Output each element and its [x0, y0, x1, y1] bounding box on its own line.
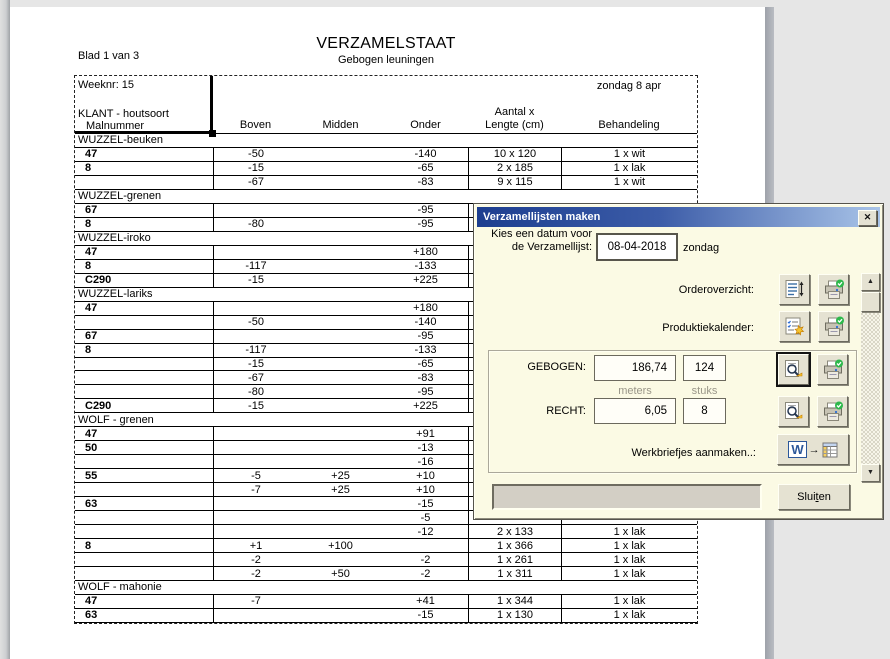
cell-malnummer: [75, 176, 213, 189]
cell-boven: -67: [213, 176, 298, 189]
cell-boven: [213, 525, 298, 538]
cell-midden: [298, 358, 383, 371]
cell-onder: -15: [417, 609, 434, 622]
cell-aantal-lengte: 1 x 366: [468, 539, 561, 552]
recht-stuks-field[interactable]: 8: [683, 398, 726, 424]
cell-boven: [213, 511, 298, 524]
cell-midden: [298, 204, 383, 217]
cell-midden: [298, 525, 383, 538]
cell-onder: -133: [414, 260, 437, 273]
cell-boven: -2: [213, 567, 298, 580]
cell-midden: [298, 148, 383, 161]
date-prompt-line1: Kies een datum voor: [491, 228, 592, 240]
cell-onder: +10: [416, 483, 435, 496]
cell-boven: -117: [213, 344, 298, 357]
cell-malnummer: [75, 567, 213, 580]
cell-behandeling: 1 x lak: [561, 553, 697, 566]
gebogen-stuks-field[interactable]: 124: [683, 355, 726, 381]
cell-malnummer: 47: [85, 148, 98, 161]
cell-onder: -65: [417, 162, 434, 175]
cell-onder: -65: [417, 357, 434, 370]
table-row: [75, 162, 697, 176]
cell-midden: [298, 371, 383, 384]
date-prompt-line2: de Verzamellijst:: [511, 241, 592, 253]
group-header-row: [75, 190, 697, 204]
cell-boven: -2: [213, 553, 298, 566]
cell-midden: [298, 511, 383, 524]
arrow-right-icon: →: [808, 443, 820, 456]
cell-malnummer: [75, 511, 213, 524]
cell-aantal-lengte: 2 x 185: [468, 162, 561, 175]
group-label: WUZZEL-iroko: [78, 232, 151, 245]
dialog-scrollbar[interactable]: [861, 273, 880, 482]
cell-midden: [298, 330, 383, 343]
table-row: [75, 176, 697, 190]
werkbriefjes-label: Werkbriefjes aanmaken..:: [631, 447, 756, 459]
scrollbar-thumb[interactable]: [861, 292, 880, 312]
cell-malnummer: 50: [85, 441, 98, 454]
group-label: WUZZEL-beuken: [78, 134, 163, 147]
cell-malnummer: 8: [85, 162, 92, 175]
col-aantal-line1: Aantal x: [494, 106, 535, 118]
cell-onder: -5: [420, 511, 431, 524]
cell-boven: -7: [213, 483, 298, 496]
group-label: WOLF - mahonie: [78, 581, 162, 594]
cell-midden: [298, 274, 383, 287]
cell-boven: [213, 427, 298, 440]
printer-icon: [822, 401, 844, 423]
cell-midden: [298, 302, 383, 315]
report-title: VERZAMELSTAAT: [316, 35, 456, 52]
window-left-margin: [0, 0, 10, 659]
cell-midden: [298, 595, 383, 608]
date-input[interactable]: 08-04-2018: [596, 233, 678, 261]
group-label: WUZZEL-lariks: [78, 288, 153, 301]
selected-header-range[interactable]: [75, 76, 213, 134]
report-subtitle: Gebogen leuningen: [337, 54, 435, 66]
produktiekalender-button[interactable]: [779, 311, 810, 342]
cell-boven: -50: [213, 148, 298, 161]
cell-boven: -7: [213, 595, 298, 608]
cell-aantal-lengte: 9 x 115: [468, 176, 561, 189]
table-row: [75, 609, 697, 623]
recht-meters-field[interactable]: 6,05: [594, 398, 676, 424]
cell-onder: -95: [417, 385, 434, 398]
cell-onder: -95: [417, 330, 434, 343]
close-icon[interactable]: ✕: [858, 210, 877, 226]
meters-caption: meters: [618, 385, 652, 397]
cell-onder: -12: [417, 525, 434, 538]
cell-onder: +41: [416, 595, 435, 608]
cell-midden: +100: [328, 539, 353, 552]
cell-aantal-lengte: 10 x 120: [468, 148, 561, 161]
scroll-down-icon[interactable]: ▼: [861, 464, 880, 482]
cell-onder: +225: [413, 274, 438, 287]
cell-aantal-lengte: 1 x 311: [468, 567, 561, 580]
cell-onder: -83: [417, 371, 434, 384]
cell-malnummer: 8: [85, 344, 92, 357]
cell-midden: [298, 176, 383, 189]
cell-midden: [298, 399, 383, 412]
cell-boven: [213, 246, 298, 259]
cell-boven: -15: [213, 399, 298, 412]
cell-boven: -80: [213, 218, 298, 231]
print-gebogen-button[interactable]: [817, 354, 848, 385]
cell-midden: [298, 385, 383, 398]
cell-boven: -50: [213, 316, 298, 329]
cell-onder: +180: [413, 302, 438, 315]
cell-behandeling: 1 x lak: [561, 162, 697, 175]
day-label: zondag: [683, 242, 720, 254]
group-header-row: [75, 134, 697, 148]
cell-onder: +10: [416, 469, 435, 482]
cell-boven: -15: [213, 358, 298, 371]
cell-malnummer: 47: [85, 595, 98, 608]
gebogen-meters-field[interactable]: 186,74: [594, 355, 676, 381]
cell-behandeling: 1 x lak: [561, 525, 697, 538]
cell-boven: -67: [213, 371, 298, 384]
cell-onder: -95: [417, 218, 434, 231]
preview-gebogen-button[interactable]: [778, 354, 809, 385]
cell-malnummer: 67: [85, 204, 98, 217]
col-behandeling: Behandeling: [598, 119, 660, 131]
cell-malnummer: [75, 385, 213, 398]
cell-behandeling: 1 x wit: [561, 176, 697, 189]
worksheet-grid-icon: [822, 442, 838, 458]
cell-malnummer: [75, 553, 213, 566]
dialog-title: Verzamellijsten maken: [483, 211, 601, 223]
cell-midden: [298, 162, 383, 175]
cell-midden: [298, 497, 383, 510]
cell-onder: -2: [420, 553, 431, 566]
stuks-caption: stuks: [691, 385, 718, 397]
cell-onder: -133: [414, 344, 437, 357]
verzamellijsten-dialog: [473, 203, 884, 520]
cell-malnummer: C290: [85, 274, 112, 287]
cell-onder: [383, 539, 468, 552]
cell-onder: -2: [420, 567, 431, 580]
cell-boven: -15: [213, 162, 298, 175]
cell-midden: +50: [331, 567, 350, 580]
cell-malnummer: 55: [85, 469, 98, 482]
status-bar: [492, 484, 762, 510]
cell-onder: -15: [417, 497, 434, 510]
cell-midden: [298, 246, 383, 259]
cell-boven: [213, 497, 298, 510]
cell-onder: -140: [414, 316, 437, 329]
cell-malnummer: [75, 371, 213, 384]
cell-onder: -13: [417, 441, 434, 454]
cell-malnummer: [75, 455, 213, 468]
scroll-up-icon[interactable]: ▲: [861, 273, 880, 291]
date-header: zondag 8 apr: [596, 80, 662, 92]
cell-midden: [298, 441, 383, 454]
cell-onder: -95: [417, 204, 434, 217]
gebogen-label: GEBOGEN:: [527, 361, 586, 373]
group-label: WOLF - grenen: [78, 413, 154, 426]
cell-boven: -5: [213, 469, 298, 482]
table-row: [75, 525, 697, 539]
production-calendar-icon: [784, 316, 805, 337]
cell-behandeling: 1 x lak: [561, 609, 697, 622]
cell-boven: [213, 609, 298, 622]
table-row: [75, 148, 697, 162]
print-preview-icon: [783, 401, 804, 422]
table-row: [75, 553, 697, 567]
cell-midden: [298, 260, 383, 273]
cell-boven: [213, 330, 298, 343]
cell-malnummer: 8: [85, 260, 92, 273]
cell-midden: [298, 218, 383, 231]
cell-malnummer: [75, 316, 213, 329]
order-list-icon: [784, 279, 805, 300]
cell-boven: -15: [213, 274, 298, 287]
group-header-row: [75, 581, 697, 595]
cell-malnummer: [75, 483, 213, 496]
column-headers: [213, 76, 697, 134]
cell-onder: +225: [413, 399, 438, 412]
cell-onder: -140: [414, 148, 437, 161]
cell-boven: [213, 204, 298, 217]
cell-onder: +91: [416, 427, 435, 440]
cell-malnummer: 8: [85, 539, 92, 552]
orderoverzicht-button[interactable]: [779, 274, 810, 305]
table-row: [75, 567, 697, 581]
cell-malnummer: [75, 525, 213, 538]
cell-midden: [298, 553, 383, 566]
cell-malnummer: 67: [85, 330, 98, 343]
cell-malnummer: 47: [85, 427, 98, 440]
printer-icon: [823, 279, 845, 301]
cell-midden: +25: [331, 469, 350, 482]
cell-behandeling: 1 x wit: [561, 148, 697, 161]
cell-onder: -16: [417, 455, 434, 468]
print-produktiekalender-button[interactable]: [818, 311, 849, 342]
cell-boven: -117: [213, 260, 298, 273]
word-icon: W: [788, 441, 806, 458]
recht-label: RECHT:: [546, 405, 586, 417]
cell-boven: -80: [213, 385, 298, 398]
cell-malnummer: 47: [85, 246, 98, 259]
table-row: [75, 539, 697, 553]
cell-malnummer: [75, 358, 213, 371]
print-orderoverzicht-button[interactable]: [818, 274, 849, 305]
print-recht-button[interactable]: [817, 396, 848, 427]
print-preview-icon: [783, 359, 804, 380]
cell-malnummer: 63: [85, 497, 98, 510]
weeknr-label: Weeknr: 15: [78, 79, 135, 91]
cell-boven: +1: [213, 539, 298, 552]
produktiekalender-label: Produktiekalender:: [662, 322, 754, 334]
printer-icon: [822, 359, 844, 381]
cell-malnummer: C290: [85, 399, 112, 412]
col-aantal-line2: Lengte (cm): [485, 119, 544, 131]
cell-behandeling: 1 x lak: [561, 595, 697, 608]
col-midden: Midden: [322, 119, 359, 131]
cell-midden: [298, 316, 383, 329]
cell-boven: [213, 441, 298, 454]
col-boven: Boven: [239, 119, 272, 131]
malnummer-label: Malnummer: [86, 120, 145, 132]
col-onder: Onder: [410, 119, 441, 131]
sheet-counter: Blad 1 van 3: [78, 50, 140, 62]
cell-aantal-lengte: 2 x 133: [468, 525, 561, 538]
werkbriefjes-aanmaken-button[interactable]: [777, 434, 849, 465]
cell-midden: [298, 427, 383, 440]
cell-malnummer: 47: [85, 302, 98, 315]
table-row: [75, 595, 697, 609]
preview-recht-button[interactable]: [778, 396, 809, 427]
orderoverzicht-label: Orderoverzicht:: [678, 284, 754, 296]
printer-icon: [823, 316, 845, 338]
cell-midden: [298, 609, 383, 622]
cell-onder: +180: [413, 246, 438, 259]
cell-midden: [298, 455, 383, 468]
cell-malnummer: 8: [85, 218, 92, 231]
cell-behandeling: 1 x lak: [561, 567, 697, 580]
cell-aantal-lengte: 1 x 261: [468, 553, 561, 566]
cell-boven: [213, 455, 298, 468]
cell-behandeling: 1 x lak: [561, 539, 697, 552]
selection-fill-handle[interactable]: [209, 130, 216, 137]
cell-aantal-lengte: 1 x 344: [468, 595, 561, 608]
cell-midden: +25: [331, 483, 350, 496]
cell-aantal-lengte: 1 x 130: [468, 609, 561, 622]
cell-boven: [213, 302, 298, 315]
cell-onder: -83: [417, 176, 434, 189]
klant-houtsoort-label: KLANT - houtsoort: [78, 108, 169, 120]
group-label: WUZZEL-grenen: [78, 190, 162, 203]
dialog-titlebar[interactable]: [477, 207, 880, 227]
cell-midden: [298, 344, 383, 357]
sluiten-button[interactable]: Sluiten: [778, 484, 850, 510]
cell-malnummer: 63: [85, 609, 98, 622]
